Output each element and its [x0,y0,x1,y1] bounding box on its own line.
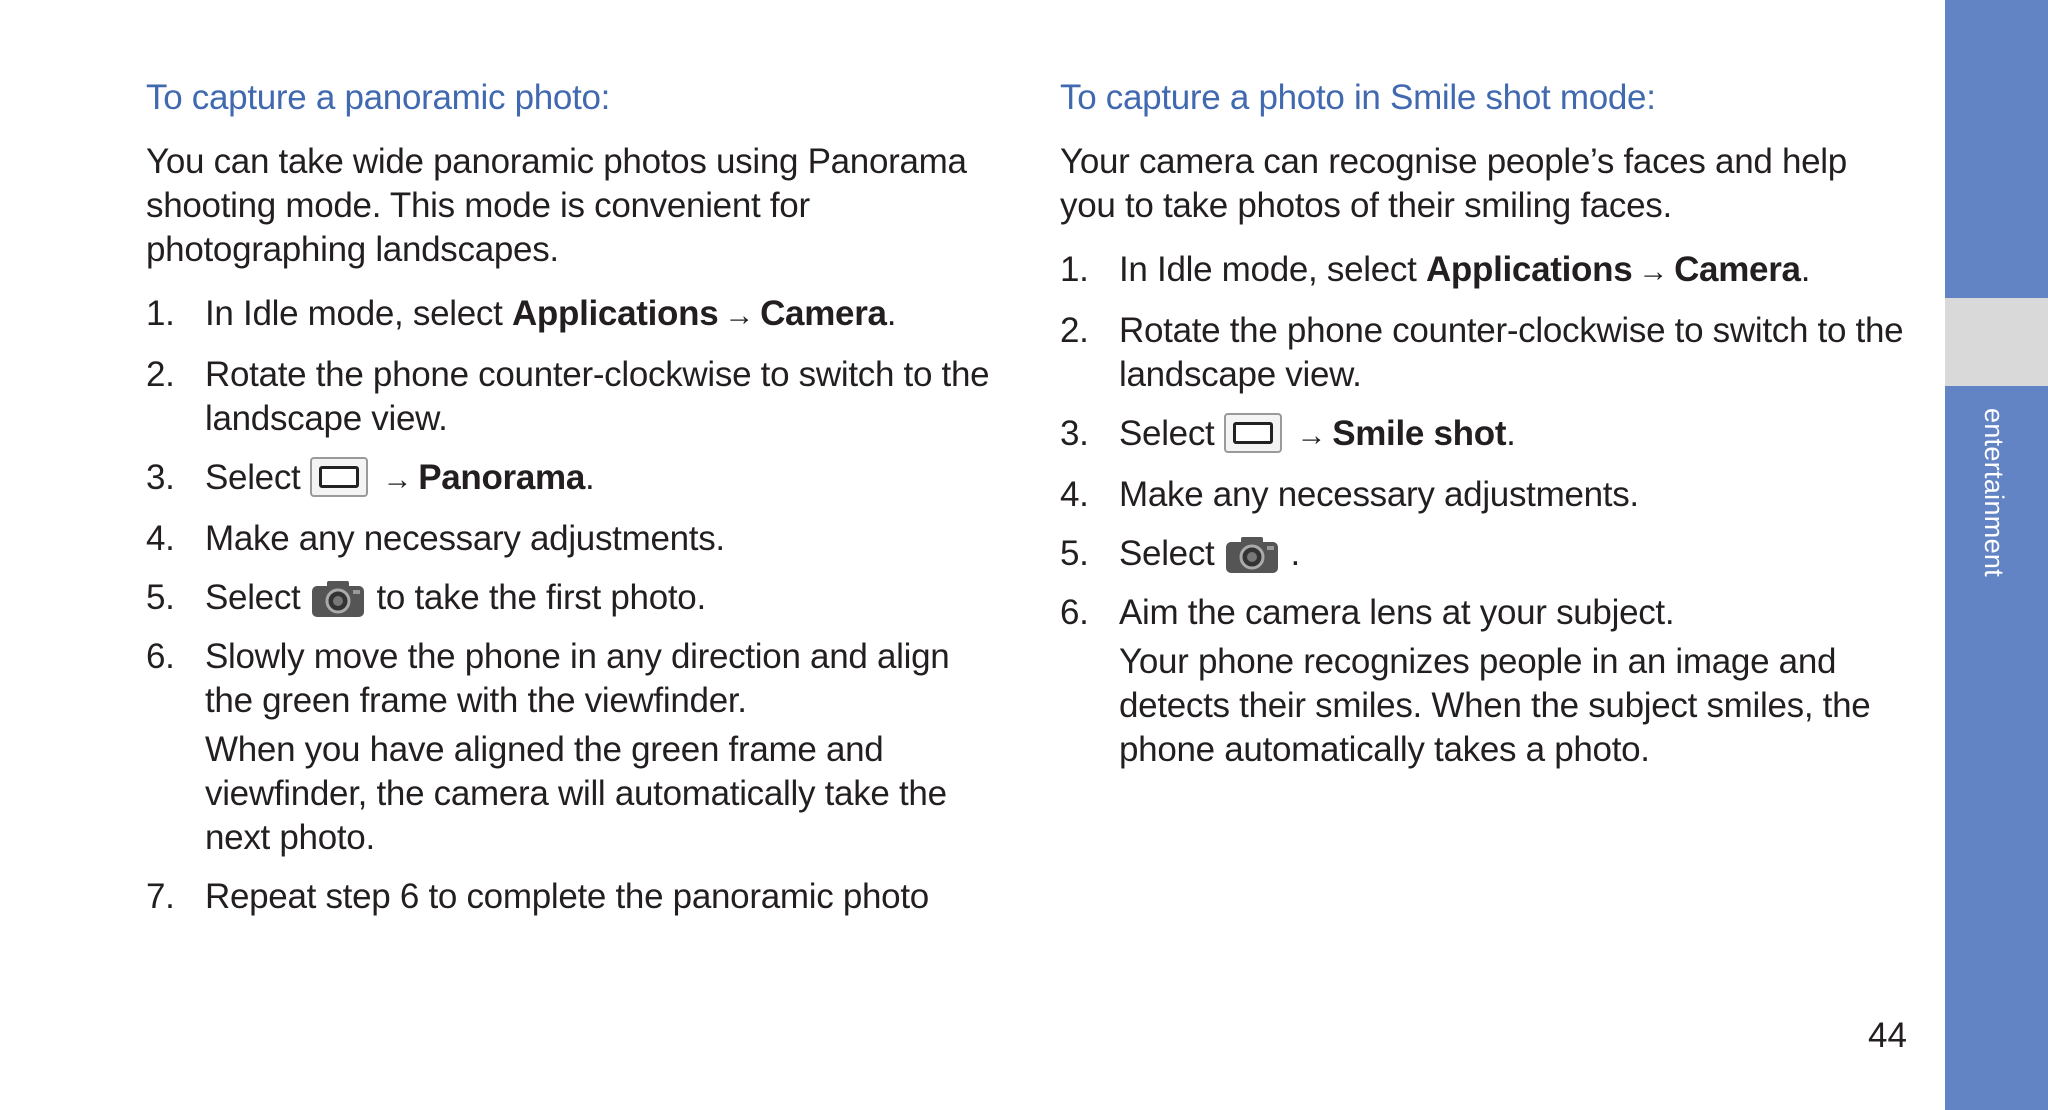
list-item: 2. Rotate the phone counter-clockwise to switch to the landscape view. [146,355,990,438]
step-number: 4. [1060,475,1089,514]
section-heading-smile-shot: To capture a photo in Smile shot mode: [1060,78,1656,117]
step-number: 3. [146,458,175,497]
list-item: 1. In Idle mode, select Applications → Camera. [146,292,996,338]
arrow-icon: → [382,463,413,496]
menu-applications: Applications [1425,250,1633,289]
frame-mode-icon [310,457,368,497]
step-number: 6. [1060,593,1089,632]
menu-camera: Camera [760,294,887,333]
list-item: 5. Select . [1060,532,1905,576]
arrow-icon: → [1638,255,1669,288]
list-item: 7. Repeat step 6 to complete the panoramic photo [146,875,996,919]
camera-icon [310,579,366,619]
camera-icon [1224,535,1280,575]
list-item: 6. Aim the camera lens at your subject. Your phone recognizes people in an image and detects their smiles. When the subject smiles, the phone automatically takes a photo. [1060,591,1905,772]
menu-camera: Camera [1674,250,1801,289]
steps-list [1060,248,1905,772]
step-note: When you have aligned the green frame and viewfinder, the camera will automatically take the next photo. [205,730,947,857]
arrow-icon: → [1296,419,1327,452]
menu-applications: Applications [511,294,719,333]
list-item: 5. Select to take the first photo. [146,576,996,620]
step-number: 3. [1060,414,1089,453]
step-number: 2. [146,355,175,394]
list-item: 6. Slowly move the phone in any direction and align the green frame with the viewfinder. When you have aligned the green frame and viewfinder, the camera will automatically take the next photo. [146,635,996,860]
list-item: 3. Select → Smile shot. [1060,412,1905,458]
step-number: 1. [1060,250,1089,289]
step-number: 5. [146,578,175,617]
list-item: 2. Rotate the phone counter-clockwise to switch to the landscape view. [1060,311,1904,394]
list-item: 4. Make any necessary adjustments. [146,517,996,561]
frame-mode-icon [1224,413,1282,453]
step-number: 1. [146,294,175,333]
left-column [146,76,996,934]
sidebar-tab-marker [1945,298,2048,386]
step-number: 2. [1060,311,1089,350]
list-item: 3. Select → Panorama. [146,456,996,502]
list-item: 1. In Idle mode, select Applications → Camera. [1060,248,1905,294]
step-note: Your phone recognizes people in an image and detects their smiles. When the subject smiles, the phone automatically takes a photo. [1119,642,1871,769]
menu-smile-shot: Smile shot [1332,414,1507,453]
page-number: 44 [1868,1016,1907,1055]
intro-paragraph: You can take wide panoramic photos using Panorama shooting mode. This mode is convenient for photographing landscapes. [146,142,967,269]
arrow-icon: → [724,299,755,332]
step-number: 7. [146,877,175,916]
step-number: 5. [1060,534,1089,573]
intro-paragraph: Your camera can recognise people’s faces and help you to take photos of their smiling faces. [1060,142,1847,225]
steps-list [146,292,996,919]
step-number: 4. [146,519,175,558]
step-number: 6. [146,637,175,676]
section-heading-panorama: To capture a panoramic photo: [146,78,611,117]
right-column [1060,76,1905,787]
menu-panorama: Panorama [418,458,586,497]
list-item: 4. Make any necessary adjustments. [1060,473,1905,517]
